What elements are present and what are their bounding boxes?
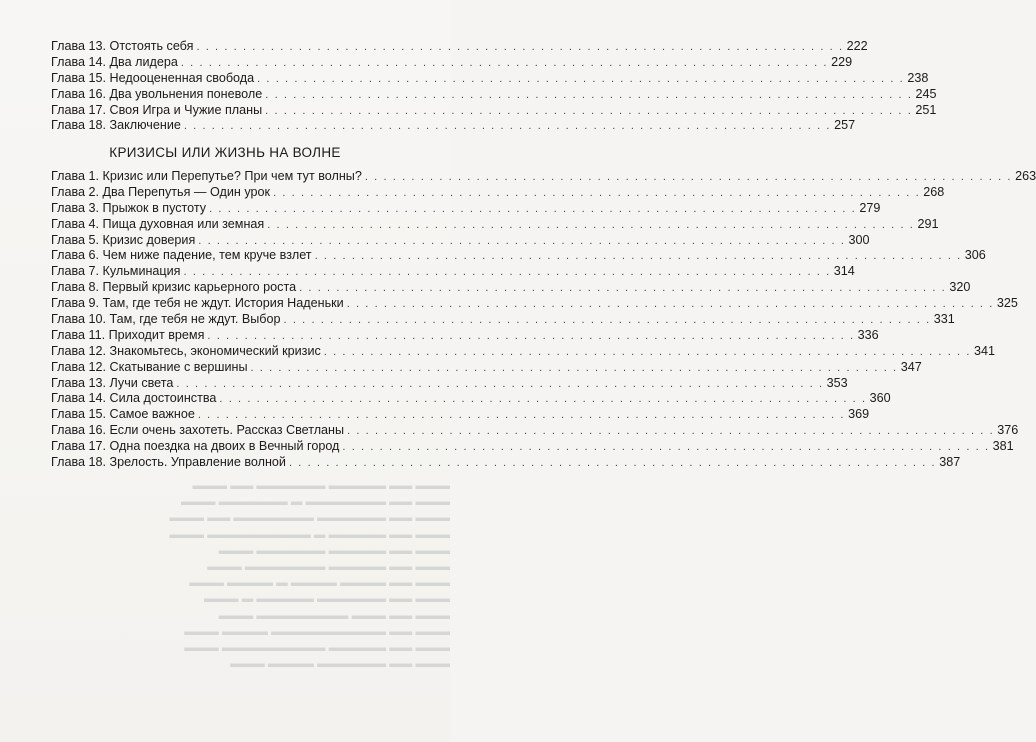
toc-entry-page-number: 353 xyxy=(826,375,848,390)
dot-leader xyxy=(207,329,854,345)
toc-entry xyxy=(51,232,870,249)
toc-entry-page-number: 263 xyxy=(1015,169,1036,183)
dot-leader xyxy=(257,72,904,88)
toc-entry-title: Глава 6. Чем ниже падение, тем круче взлет xyxy=(51,248,312,263)
dot-leader xyxy=(342,440,989,456)
section-heading: КРИЗИСЫ ИЛИ ЖИЗНЬ НА ВОЛНЕ xyxy=(109,145,341,160)
toc-entry-page-number: 279 xyxy=(859,200,881,215)
dot-leader xyxy=(198,234,845,250)
toc-entry xyxy=(51,39,868,55)
toc-entry-title: Глава 5. Кризис доверия xyxy=(51,232,196,247)
toc-entry-title: Глава 7. Кульминация xyxy=(51,264,181,279)
dot-leader xyxy=(347,424,994,440)
toc-entry-title: Глава 12. Знакомьтесь, экономический кризис xyxy=(51,343,321,358)
toc-entry xyxy=(51,118,856,134)
toc-entry-page-number: 306 xyxy=(964,248,986,263)
toc-list-main xyxy=(51,169,1036,471)
toc-entry-title: Глава 4. Пища духовная или земная xyxy=(51,216,265,231)
toc-entry-page-number: 336 xyxy=(857,327,879,342)
toc-entry xyxy=(51,296,1018,312)
toc-entry-title: Глава 15. Самое важное xyxy=(51,407,195,422)
toc-entry-page-number: 291 xyxy=(917,216,939,231)
toc-entry-page-number: 257 xyxy=(834,118,856,133)
dot-leader xyxy=(284,313,931,329)
dot-leader xyxy=(209,202,856,218)
dot-leader xyxy=(219,392,866,408)
toc-entry-title: Глава 12. Скатывание с вершины xyxy=(51,359,248,374)
dot-leader xyxy=(181,56,828,72)
toc-entry-page-number: 376 xyxy=(997,423,1019,438)
toc-entry-page-number: 381 xyxy=(992,439,1014,454)
toc-entry-page-number: 300 xyxy=(848,232,870,247)
dot-leader xyxy=(176,377,823,393)
toc-entry-title: Глава 15. Недооцененная свобода xyxy=(51,70,255,85)
toc-entry xyxy=(51,264,855,280)
toc-entry-title: Глава 3. Прыжок в пустоту xyxy=(51,200,207,215)
dot-leader xyxy=(198,408,845,424)
bleed-through-texture: ▬▬▬ ▬▬ ▬▬▬▬▬ ▬▬▬▬▬▬ ▬▬ ▬▬▬ ▬▬▬ ▬▬ ▬▬▬▬▬▬▬ ▬ ▬▬▬▬▬▬ ▬▬▬ ▬▬▬ ▬▬ ▬▬▬▬▬▬ ▬▬▬▬▬▬▬ ▬▬ ▬▬▬ ▬▬▬ ▬▬ ▬▬▬▬▬ ▬ ▬▬▬▬▬▬▬▬▬ ▬▬▬ ▬▬▬ ▬▬ ▬▬▬▬▬ ▬▬▬▬▬▬ ▬▬▬ ▬▬▬ ▬▬ ▬▬▬▬▬ ▬▬▬▬▬▬▬ ▬▬▬ ▬▬▬ ▬▬ ▬▬▬▬ ▬▬▬▬ ▬ ▬▬▬▬ ▬▬▬ ▬▬▬ ▬▬ ▬▬▬▬▬▬ ▬▬▬▬▬ ▬ ▬▬▬ ▬▬▬ ▬▬ ▬▬▬ ▬▬▬▬▬▬▬▬ ▬▬▬ ▬▬▬ ▬▬ ▬▬▬▬▬▬▬▬▬▬ ▬▬▬▬ ▬▬▬ ▬▬▬ ▬▬ ▬▬▬▬▬ ▬▬▬▬▬▬▬▬▬ ▬▬▬ ▬▬▬ ▬▬ ▬▬▬▬▬▬ ▬▬▬▬ ▬▬▬ xyxy=(169,480,450,671)
toc-entry-page-number: 387 xyxy=(939,455,961,470)
toc-entry xyxy=(51,391,891,407)
toc-entry xyxy=(51,455,961,471)
dot-leader xyxy=(315,249,962,265)
toc-entry-page-number: 229 xyxy=(831,54,853,69)
toc-entry-page-number: 341 xyxy=(974,343,996,358)
dot-leader xyxy=(289,456,936,472)
toc-entry xyxy=(51,312,955,328)
dot-leader xyxy=(299,281,946,297)
toc-entry-title: Глава 10. Там, где тебя не ждут. Выбор xyxy=(51,312,281,327)
toc-entry xyxy=(51,359,922,376)
toc-list-top xyxy=(51,39,937,134)
dot-leader xyxy=(265,88,912,104)
toc-entry xyxy=(51,343,996,360)
toc-entry-page-number: 347 xyxy=(900,359,922,374)
toc-entry-page-number: 320 xyxy=(949,280,971,295)
toc-entry-title: Глава 17. Своя Игра и Чужие планы xyxy=(51,102,263,117)
dot-leader xyxy=(267,218,914,234)
toc-entry xyxy=(51,439,1014,455)
toc-entry-title: Глава 11. Приходит время xyxy=(51,327,205,342)
toc-entry-title: Глава 18. Заключение xyxy=(51,118,181,133)
toc-entry xyxy=(51,70,929,87)
toc-entry-title: Глава 14. Сила достоинства xyxy=(51,391,217,406)
toc-entry xyxy=(51,200,881,217)
toc-entry-title: Глава 9. Там, где тебя не ждут. История Наденьки xyxy=(51,296,344,311)
toc-entry xyxy=(51,86,937,103)
toc-entry xyxy=(51,102,937,119)
toc-entry xyxy=(51,184,945,201)
toc-entry-page-number: 331 xyxy=(933,312,955,327)
dot-leader xyxy=(365,170,1012,186)
toc-entry xyxy=(51,216,939,233)
toc-entry xyxy=(51,248,986,264)
toc-entry xyxy=(51,423,1019,439)
toc-entry-title: Глава 16. Два увольнения поневоле xyxy=(51,86,263,101)
toc-entry xyxy=(51,280,971,296)
toc-entry xyxy=(51,169,1036,185)
toc-entry-title: Глава 1. Кризис или Перепутье? При чем тут волны? xyxy=(51,169,362,183)
toc-entry-title: Глава 16. Если очень захотеть. Рассказ Светланы xyxy=(51,423,345,438)
toc-entry-page-number: 325 xyxy=(996,296,1018,311)
toc-entry xyxy=(51,375,848,392)
toc-entry-title: Глава 13. Лучи света xyxy=(51,375,174,390)
toc-entry-title: Глава 14. Два лидера xyxy=(51,54,178,69)
dot-leader xyxy=(196,40,843,56)
toc-entry-page-number: 314 xyxy=(833,264,855,279)
toc-entry-page-number: 369 xyxy=(848,407,870,422)
toc-entry xyxy=(51,407,870,423)
toc-entry xyxy=(51,327,879,344)
dot-leader xyxy=(265,104,912,120)
toc-entry-title: Глава 8. Первый кризис карьерного роста xyxy=(51,280,297,295)
toc-entry-page-number: 222 xyxy=(846,39,868,53)
toc-entry xyxy=(51,54,853,71)
toc-entry-page-number: 251 xyxy=(915,102,937,117)
toc-entry-title: Глава 13. Отстоять себя xyxy=(51,39,194,53)
dot-leader xyxy=(184,119,831,135)
toc-entry-page-number: 268 xyxy=(923,184,945,199)
toc-entry-page-number: 245 xyxy=(915,86,937,101)
dot-leader xyxy=(324,345,971,361)
dot-leader xyxy=(347,297,994,313)
dot-leader xyxy=(184,265,831,281)
toc-entry-title: Глава 17. Одна поездка на двоих в Вечный город xyxy=(51,439,340,454)
dot-leader xyxy=(251,361,898,377)
toc-entry-page-number: 360 xyxy=(869,391,891,406)
toc-entry-title: Глава 2. Два Перепутья — Один урок xyxy=(51,184,271,199)
dot-leader xyxy=(273,186,920,202)
toc-entry-title: Глава 18. Зрелость. Управление волной xyxy=(51,455,286,470)
toc-entry-page-number: 238 xyxy=(907,70,929,85)
